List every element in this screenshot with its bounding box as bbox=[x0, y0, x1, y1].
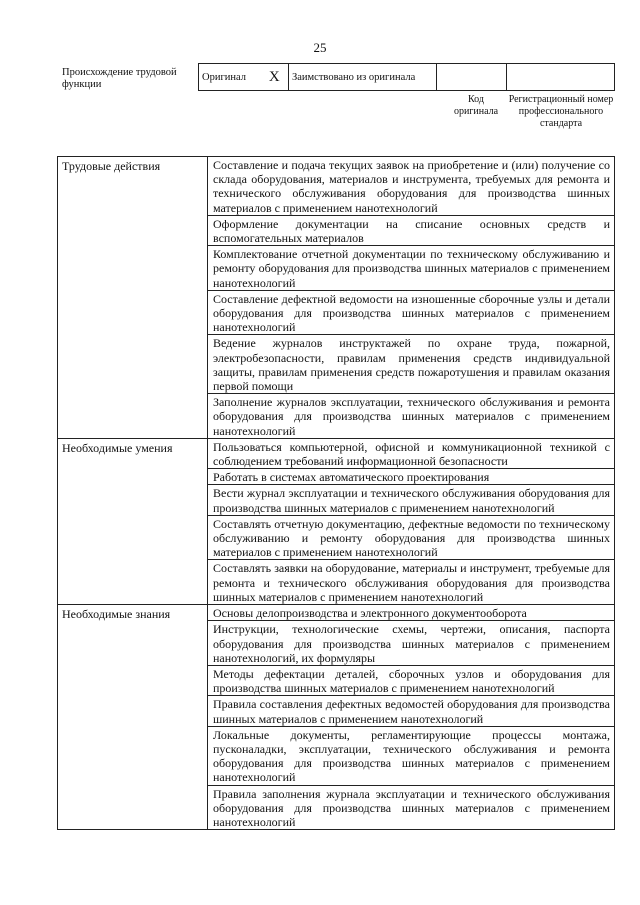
section-item: Правила составления дефектных ведомостей оборудования для производства шинных материалов с применением нанотехнологий bbox=[208, 696, 615, 726]
section-item: Вести журнал эксплуатации и технического обслуживания оборудования для производства шинных материалов с применением нанотехнологий bbox=[208, 485, 615, 515]
origin-reg-cell bbox=[507, 64, 615, 91]
origin-mark: X bbox=[261, 64, 289, 91]
section-item: Локальные документы, регламентирующие процессы монтажа, пусконаладки, эксплуатации, технического обслуживания и ремонта оборудования для производства шинных материалов с применением нанотехнологий bbox=[208, 726, 615, 785]
section-item: Составление дефектной ведомости на изношенные сборочные узлы и детали оборудования для производства шинных материалов с применением нанотехнологий bbox=[208, 290, 615, 335]
section-item: Пользоваться компьютерной, офисной и коммуникационной техникой с соблюдением требований информационной безопасности bbox=[208, 438, 615, 468]
section-item: Работать в системах автоматического проектирования bbox=[208, 469, 615, 485]
origin-code-cell bbox=[437, 64, 507, 91]
table-row bbox=[58, 157, 615, 216]
origin-borrowed-cell: Заимствовано из оригинала bbox=[289, 64, 437, 91]
section-item: Инструкции, технологические схемы, чертежи, описания, паспорта оборудования для производства шинных материалов с применением нанотехнологий, их формуляры bbox=[208, 621, 615, 666]
section-item: Основы делопроизводства и электронного документооборота bbox=[208, 605, 615, 621]
section-item: Составлять отчетную документацию, дефектные ведомости по техническому обслуживанию и ремонту оборудования для производства шинных материалов с применением нанотехнологий bbox=[208, 515, 615, 560]
section-label: Необходимые умения bbox=[58, 438, 208, 604]
table-row bbox=[58, 605, 615, 621]
section-item: Комплектование отчетной документации по техническому обслуживанию и ремонту оборудования для производства шинных материалов с применением нанотехнологий bbox=[208, 246, 615, 291]
section-item: Правила заполнения журнала эксплуатации и технического обслуживания оборудования для производства шинных материалов с применением нанотехнологий bbox=[208, 785, 615, 830]
section-item: Составлять заявки на оборудование, материалы и инструмент, требуемые для ремонта и технического обслуживания оборудования для производства шинных материалов с применением нанотехнологий bbox=[208, 560, 615, 605]
section-label: Необходимые знания bbox=[58, 605, 208, 830]
page-number: 25 bbox=[313, 40, 327, 55]
section-item: Оформление документации на списание основных средств и вспомогательных материалов bbox=[208, 215, 615, 245]
origin-table bbox=[198, 63, 615, 91]
table-row bbox=[58, 438, 615, 468]
function-table bbox=[57, 156, 615, 830]
section-item: Составление и подача текущих заявок на приобретение и (или) получение со склада оборудования, материалов и инструмента, требуемых для ремонта и технического обслуживания оборудования для производства шинных материалов с применением нанотехнологий bbox=[208, 157, 615, 216]
section-label: Трудовые действия bbox=[58, 157, 208, 439]
code-caption: Код оригинала bbox=[453, 94, 499, 117]
section-item: Методы дефектации деталей, сборочных узлов и оборудования для производства шинных материалов с применением нанотехнологий bbox=[208, 665, 615, 695]
origin-original-cell: Оригинал bbox=[199, 64, 261, 91]
section-item: Ведение журналов инструктажей по охране труда, пожарной, электробезопасности, правилам применения средств индивидуальной защиты, правилам применения средств пожаротушения и правилам оказания первой помощи bbox=[208, 335, 615, 394]
reg-caption: Регистрационный номер профессионального стандарта bbox=[508, 94, 614, 129]
origin-label: Происхождение трудовой функции bbox=[62, 67, 177, 90]
section-item: Заполнение журналов эксплуатации, технического обслуживания и ремонта оборудования для производства шинных материалов с применением нанотехнологий bbox=[208, 394, 615, 439]
